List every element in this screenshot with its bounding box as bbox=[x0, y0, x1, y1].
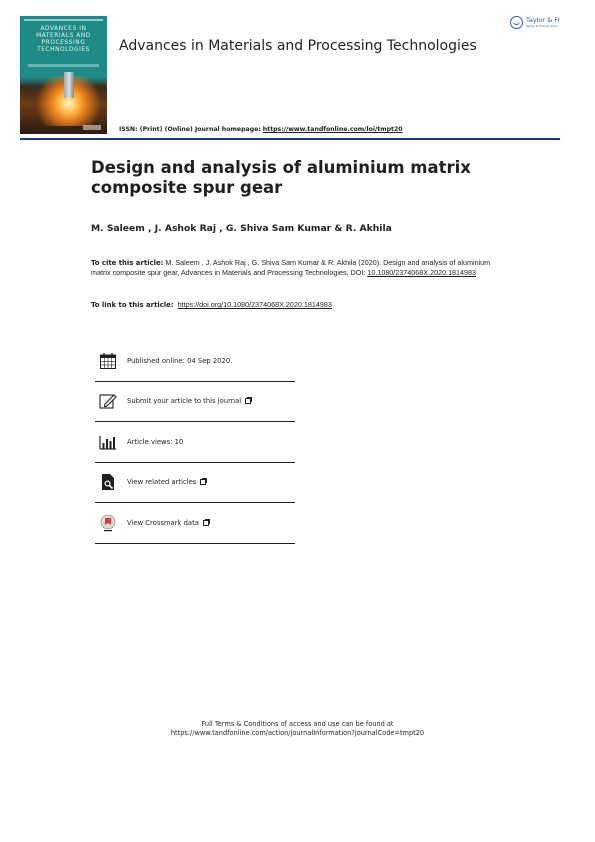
publisher-tagline: Taylor & Francis Grou bbox=[526, 24, 558, 28]
cover-title-line: MATERIALS AND bbox=[36, 33, 91, 39]
published-online-label: Published online: 04 Sep 2020. bbox=[127, 356, 233, 365]
article-authors: M. Saleem , J. Ashok Raj , G. Shiva Sam Kumar & R. Akhila bbox=[91, 223, 392, 234]
citation-doi-link[interactable]: 10.1080/2374068X.2020.1814983 bbox=[367, 268, 477, 278]
terms-footer-line: Full Terms & Conditions of access and use can be found at bbox=[201, 720, 394, 728]
related-articles-item[interactable] bbox=[95, 463, 295, 504]
terms-footer-url[interactable]: https://www.tandfonline.com/action/journalInformation?journalCode=tmpt20 bbox=[170, 729, 425, 737]
header-divider bbox=[20, 138, 560, 140]
cover-header-bar bbox=[24, 19, 103, 21]
citation-lead: To cite this article: bbox=[91, 259, 164, 267]
publisher-logo[interactable] bbox=[510, 16, 560, 29]
citation-text: M. Saleem , J. Ashok Raj , G. Shiva Sam Kumar & R. Akhila (2020): Design and analysis of aluminium matrix composite spur gear, Advances in Materials and Processing Technologies, DOI: bbox=[91, 258, 491, 278]
journal-name: Advances in Materials and Processing Technologies bbox=[119, 38, 477, 54]
journal-cover-image bbox=[20, 16, 107, 134]
edit-icon bbox=[99, 392, 117, 410]
external-link-icon bbox=[203, 520, 209, 526]
external-link-icon bbox=[245, 398, 251, 404]
article-metadata-list bbox=[95, 341, 295, 544]
article-title: Design and analysis of aluminium matrix composite spur gear bbox=[91, 158, 471, 197]
cover-subtitle-bar bbox=[28, 64, 99, 67]
terms-footer bbox=[0, 720, 595, 738]
article-doi-link[interactable]: https://doi.org/10.1080/2374068X.2020.1814983 bbox=[177, 300, 332, 309]
citation-block bbox=[91, 258, 511, 278]
taylor-francis-logo-icon bbox=[510, 16, 523, 29]
article-link-line bbox=[91, 300, 332, 309]
crossmark-text: View Crossmark data bbox=[127, 518, 199, 527]
article-views-label: Article views: 10 bbox=[127, 437, 184, 446]
cover-title-line: PROCESSING bbox=[41, 40, 86, 46]
external-link-icon bbox=[200, 479, 206, 485]
article-link-lead: To link to this article: bbox=[91, 301, 174, 309]
calendar-icon bbox=[99, 352, 117, 370]
crossmark-icon bbox=[99, 514, 117, 532]
issn-line bbox=[119, 126, 403, 133]
cover-title bbox=[20, 26, 107, 54]
document-search-icon bbox=[99, 473, 117, 491]
crossmark-item[interactable] bbox=[95, 503, 295, 544]
submit-article-text: Submit your article to this journal bbox=[127, 397, 242, 406]
related-articles-label bbox=[127, 478, 206, 486]
issn-label: ISSN: (Print) (Online) Journal homepage: bbox=[119, 126, 261, 133]
publisher-name: Taylor & Fr bbox=[526, 16, 561, 24]
published-online-item bbox=[95, 341, 295, 382]
bar-chart-icon bbox=[99, 433, 117, 451]
cover-publisher-logo bbox=[83, 125, 101, 130]
submit-article-item[interactable] bbox=[95, 382, 295, 423]
publisher-text bbox=[526, 16, 560, 28]
article-views-item bbox=[95, 422, 295, 463]
cover-tool-artwork bbox=[64, 72, 74, 98]
cover-title-line: ADVANCES IN bbox=[40, 26, 87, 32]
related-articles-text: View related articles bbox=[127, 478, 197, 487]
journal-homepage-link[interactable]: https://www.tandfonline.com/loi/tmpt20 bbox=[262, 126, 403, 133]
cover-title-line: TECHNOLOGIES bbox=[37, 47, 90, 53]
submit-article-label bbox=[127, 397, 251, 405]
crossmark-label bbox=[127, 519, 209, 527]
